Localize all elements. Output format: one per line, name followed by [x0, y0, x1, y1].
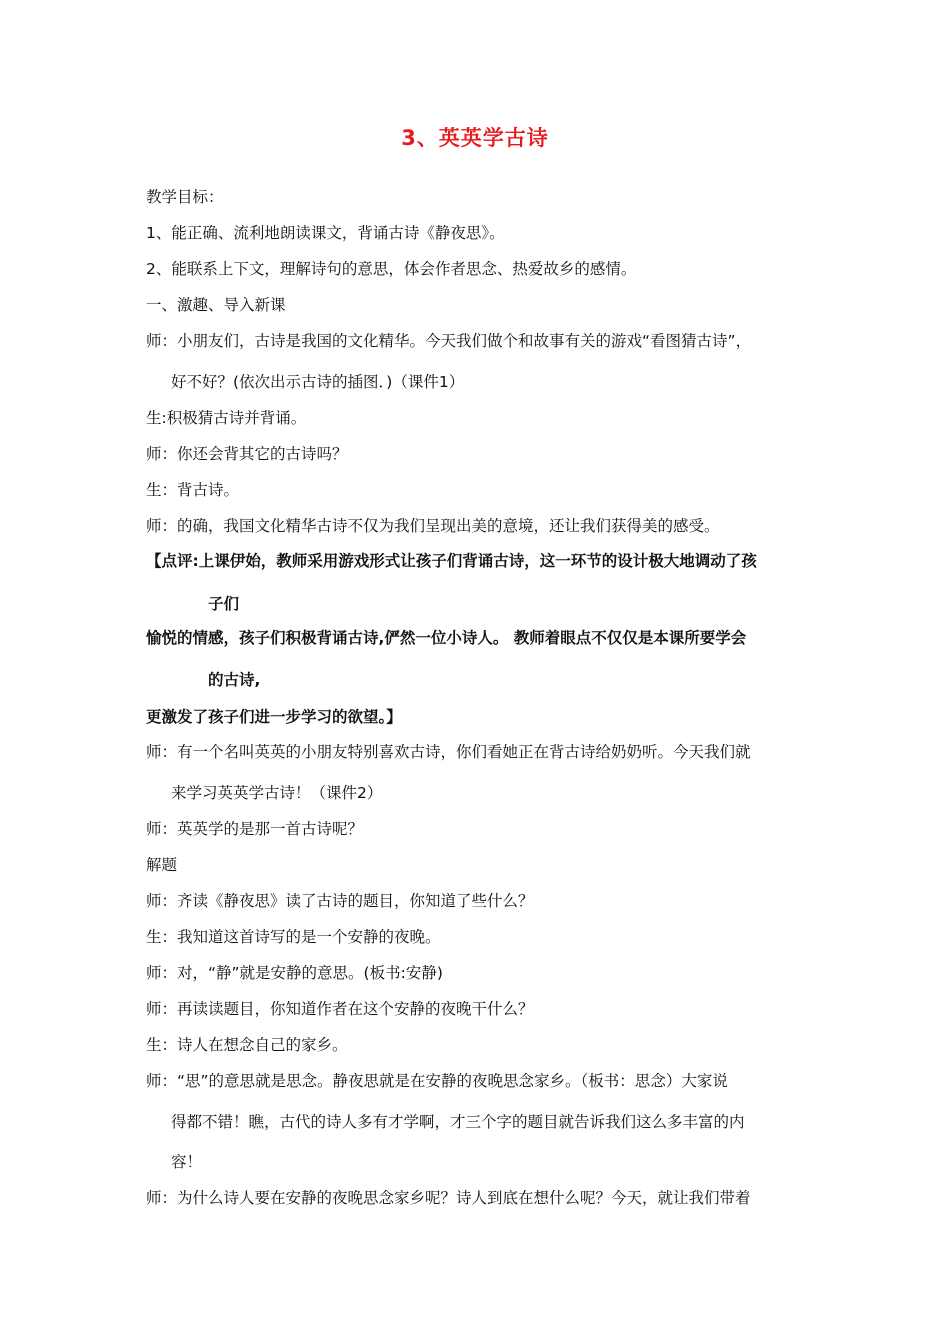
text-line: 生：我知道这首诗写的是一个安静的夜晚。 [146, 928, 441, 946]
text-line: 师：对，“静”就是安静的意思。(板书:安静) [146, 964, 443, 982]
text-line: 师：再读读题目，你知道作者在这个安静的夜晚干什么？ [146, 1000, 534, 1018]
text-line: 1、能正确、流利地朗读课文，背诵古诗《静夜思》。 [146, 224, 505, 242]
text-line: 生：背古诗。 [146, 481, 240, 499]
comment-line: 的古诗, [208, 671, 261, 689]
comment-line: 更激发了孩子们进一步学习的欲望。】 [146, 708, 402, 726]
text-line: 2、能联系上下文，理解诗句的意思，体会作者思念、热爱故乡的感情。 [146, 260, 637, 278]
comment-line: 【点评:上课伊始，教师采用游戏形式让孩子们背诵古诗，这一环节的设计极大地调动了孩 [146, 552, 757, 570]
text-line: 师：的确，我国文化精华古诗不仅为我们呈现出美的意境，还让我们获得美的感受。 [146, 517, 720, 535]
text-line: 来学习英英学古诗！（课件2） [171, 784, 383, 802]
text-line: 解题 [146, 856, 178, 874]
text-line: 师：英英学的是那一首古诗呢？ [146, 820, 364, 838]
text-line: 得都不错！瞧，古代的诗人多有才学啊，才三个字的题目就告诉我们这么多丰富的内 [171, 1113, 745, 1131]
text-line: 教学目标： [146, 188, 224, 206]
text-line: 师：“思”的意思就是思念。静夜思就是在安静的夜晚思念家乡。（板书：思念）大家说 [146, 1072, 728, 1090]
text-line: 好不好？(依次出示古诗的插图．)（课件1） [171, 373, 465, 391]
text-line: 师：你还会背其它的古诗吗？ [146, 445, 348, 463]
comment-line: 子们 [208, 595, 240, 613]
text-line: 生:积极猜古诗并背诵。 [146, 409, 307, 427]
text-line: 一、激趣、导入新课 [146, 296, 286, 314]
text-line: 生：诗人在想念自己的家乡。 [146, 1036, 348, 1054]
document-title: 3、英英学古诗 [401, 126, 549, 150]
text-line: 师：小朋友们，古诗是我国的文化精华。今天我们做个和故事有关的游戏“看图猜古诗”， [146, 332, 752, 350]
comment-line: 愉悦的情感，孩子们积极背诵古诗,俨然一位小诗人。 教师着眼点不仅仅是本课所要学会 [146, 629, 747, 647]
text-line: 师：为什么诗人要在安静的夜晚思念家乡呢？诗人到底在想什么呢？今天，就让我们带着 [146, 1189, 751, 1207]
text-line: 师：齐读《静夜思》读了古诗的题目，你知道了些什么？ [146, 892, 534, 910]
text-line: 容！ [171, 1153, 203, 1171]
text-line: 师：有一个名叫英英的小朋友特别喜欢古诗，你们看她正在背古诗给奶奶听。今天我们就 [146, 743, 751, 761]
